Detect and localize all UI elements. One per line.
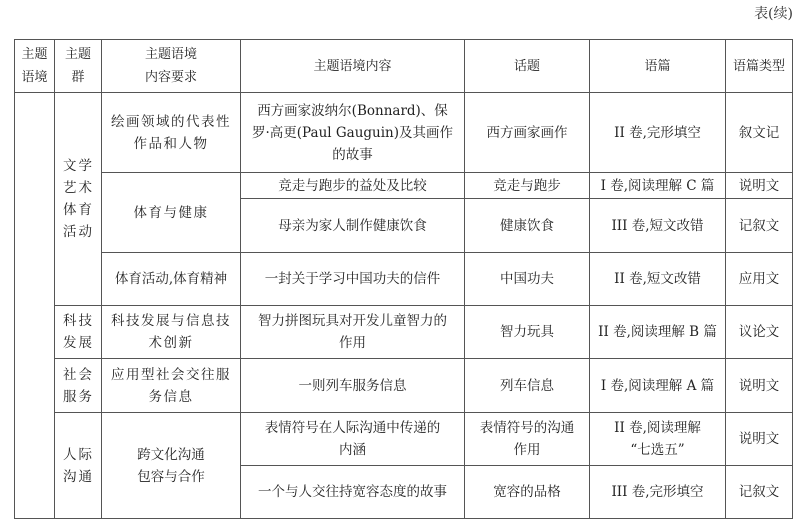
text-cell: I 卷,阅读理解 A 篇: [590, 359, 726, 413]
table-row: [15, 306, 793, 359]
text-cell: III 卷,短文改错: [590, 199, 726, 253]
table-row: [15, 93, 793, 173]
text-type-cell: 记叙文: [726, 466, 793, 519]
topic-cell: 中国功夫: [465, 253, 590, 306]
table-row: [15, 359, 793, 413]
topic-cell: 表情符号的沟通 作用: [465, 413, 590, 466]
text-cell: I 卷,阅读理解 C 篇: [590, 173, 726, 199]
text-cell: III 卷,完形填空: [590, 466, 726, 519]
text-type-cell: 说明文: [726, 173, 793, 199]
content-cell: 一则列车服务信息: [241, 359, 465, 413]
header-theme-context: 主题 语境: [15, 40, 55, 93]
content-cell: 一个与人交往持宽容态度的故事: [241, 466, 465, 519]
header-topic: 话题: [465, 40, 590, 93]
requirement-cell: 科技发展与信息技 术创新: [102, 306, 241, 359]
header-text: 语篇: [590, 40, 726, 93]
topic-cell: 列车信息: [465, 359, 590, 413]
header-row: [15, 40, 793, 93]
text-cell: II 卷,短文改错: [590, 253, 726, 306]
text-cell: II 卷,完形填空: [590, 93, 726, 173]
text-type-cell: 说明文: [726, 413, 793, 466]
content-cell: 表情符号在人际沟通中传递的 内涵: [241, 413, 465, 466]
topic-cell: 西方画家画作: [465, 93, 590, 173]
requirement-cell: 跨文化沟通 包容与合作: [102, 413, 241, 519]
text-cell: II 卷,阅读理解 B 篇: [590, 306, 726, 359]
content-cell: 西方画家波纳尔(Bonnard)、保 罗·高更(Paul Gauguin)及其画作 的故事: [241, 93, 465, 173]
group-cell: 文学 艺术 体育 活动: [55, 93, 102, 306]
table-row: [15, 173, 793, 199]
text-type-cell: 叙文记: [726, 93, 793, 173]
theme-context-cell: [15, 93, 55, 519]
requirement-cell: 应用型社会交往服 务信息: [102, 359, 241, 413]
header-theme-group: 主题 群: [55, 40, 102, 93]
content-cell: 母亲为家人制作健康饮食: [241, 199, 465, 253]
text-type-cell: 议论文: [726, 306, 793, 359]
requirement-cell: 体育与健康: [102, 173, 241, 253]
text-type-cell: 记叙文: [726, 199, 793, 253]
group-cell: 科技 发展: [55, 306, 102, 359]
text-type-cell: 说明文: [726, 359, 793, 413]
text-cell: II 卷,阅读理解 “七选五”: [590, 413, 726, 466]
text-type-cell: 应用文: [726, 253, 793, 306]
header-content: 主题语境内容: [241, 40, 465, 93]
header-text-type: 语篇类型: [726, 40, 793, 93]
topic-cell: 宽容的品格: [465, 466, 590, 519]
table-row: [15, 413, 793, 466]
requirement-cell: 绘画领域的代表性 作品和人物: [102, 93, 241, 173]
header-requirements: 主题语境 内容要求: [102, 40, 241, 93]
topic-cell: 健康饮食: [465, 199, 590, 253]
requirement-cell: 体育活动,体育精神: [102, 253, 241, 306]
table-row: [15, 253, 793, 306]
group-cell: 人际 沟通: [55, 413, 102, 519]
topic-cell: 智力玩具: [465, 306, 590, 359]
content-cell: 智力拼图玩具对开发儿童智力的 作用: [241, 306, 465, 359]
group-cell: 社会 服务: [55, 359, 102, 413]
table-caption: 表(续): [754, 6, 793, 22]
content-cell: 竞走与跑步的益处及比较: [241, 173, 465, 199]
theme-context-table: [14, 39, 793, 519]
topic-cell: 竞走与跑步: [465, 173, 590, 199]
content-cell: 一封关于学习中国功夫的信件: [241, 253, 465, 306]
